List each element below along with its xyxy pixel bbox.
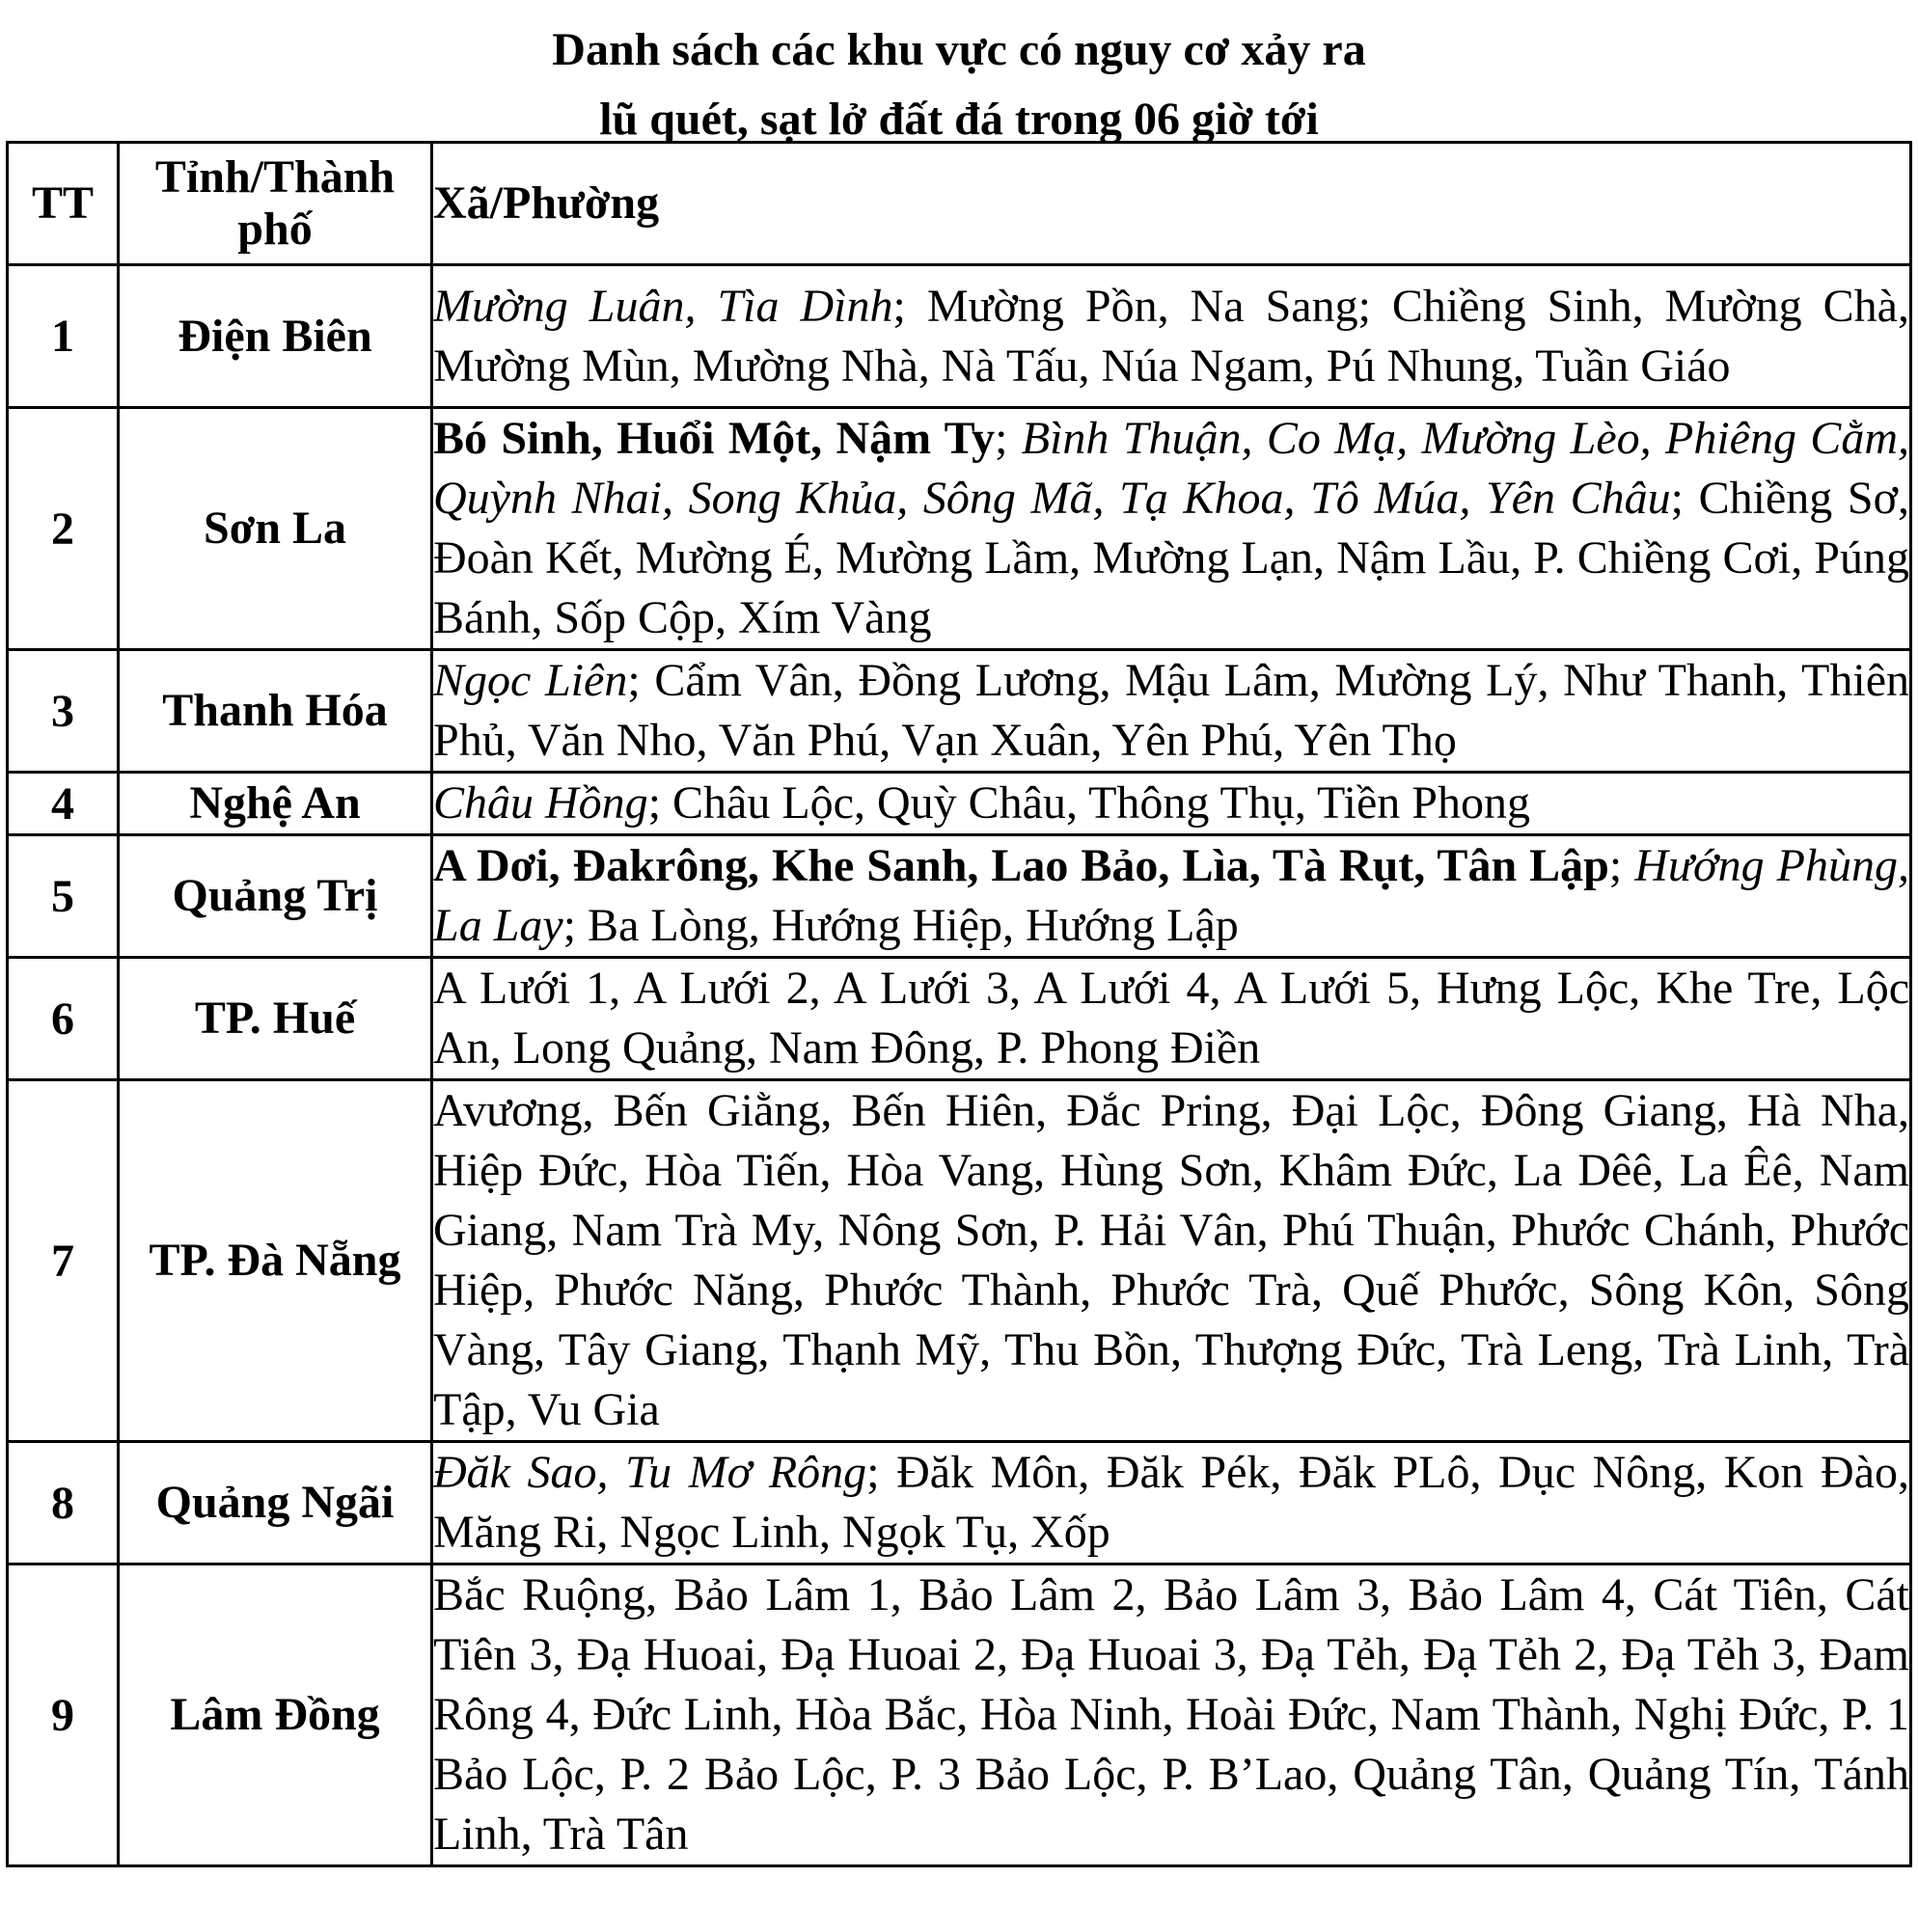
wards-italic: Bình Thuận, Co Mạ, Mường Lèo, Phiêng Cằm, Quỳnh Nhai, Song Khủa, Sông Mã, Tạ Khoa, Tô Múa, Yên Châu <box>433 413 1909 524</box>
row-province: TP. Đà Nẵng <box>119 1080 432 1442</box>
row-number: 7 <box>8 1080 119 1442</box>
table-body <box>8 265 1911 1866</box>
row-province: Quảng Ngãi <box>119 1442 432 1565</box>
wards-normal: Avương, Bến Giằng, Bến Hiên, Đắc Pring, Đại Lộc, Đông Giang, Hà Nha, Hiệp Đức, Hòa Tiến, Hòa Vang, Hùng Sơn, Khâm Đức, La Dêê, La Êê, Nam Giang, Nam Trà My, Nông Sơn, P. Hải Vân, Phú Thuận, Phước Chánh, Phước Hiệp, Phước Năng, Phước Thành, Phước Trà, Quế Phước, Sông Kôn, Sông Vàng, Tây Giang, Thạnh Mỹ, Thu Bồn, Thượng Đức, Trà Leng, Trà Linh, Trà Tập, Vu Gia <box>433 1085 1909 1435</box>
wards-italic: Mường Luân, Tìa Dình <box>433 280 893 332</box>
row-number: 9 <box>8 1565 119 1866</box>
row-wards <box>432 958 1911 1080</box>
row-wards: Châu Hồng; Châu Lộc, Quỳ Châu, Thông Thụ, Tiền Phong <box>432 773 1911 835</box>
row-province: TP. Huế <box>119 958 432 1080</box>
title-line-1: Danh sách các khu vực có nguy cơ xảy ra <box>552 24 1366 75</box>
row-number: 6 <box>8 958 119 1080</box>
wards-normal: Đăk Môn, Đăk Pék, Đăk PLô, Dục Nông, Kon Đào, Măng Ri, Ngọc Linh, Ngọk Tụ, Xốp <box>433 1447 1910 1558</box>
wards-italic: Đăk Sao, Tu Mơ Rông <box>433 1447 867 1498</box>
table-row <box>8 408 1911 650</box>
wards-normal: A Lưới 1, A Lưới 2, A Lưới 3, A Lưới 4, A Lưới 5, Hưng Lộc, Khe Tre, Lộc An, Long Quảng, Nam Đông, P. Phong Điền <box>433 963 1909 1074</box>
header-tt: TT <box>8 143 119 265</box>
row-number: 1 <box>8 265 119 408</box>
risk-areas-table <box>6 141 1912 1867</box>
table-row <box>8 773 1911 835</box>
table-row <box>8 1080 1911 1442</box>
title-line-2: lũ quét, sạt lở đất đá trong 06 giờ tới <box>599 94 1319 145</box>
wards-normal: Châu Lộc, Quỳ Châu, Thông Thụ, Tiền Phong <box>672 777 1530 829</box>
wards-normal: Cẩm Vân, Đồng Lương, Mậu Lâm, Mường Lý, Như Thanh, Thiên Phủ, Văn Nho, Văn Phú, Vạn Xuân, Yên Phú, Yên Thọ <box>433 655 1910 766</box>
table-row <box>8 1442 1911 1565</box>
wards-italic: Hướng Phùng, La Lay <box>433 840 1909 951</box>
row-number: 3 <box>8 650 119 773</box>
row-number: 2 <box>8 408 119 650</box>
header-wards: Xã/Phường <box>432 143 1911 265</box>
wards-normal: Chiềng Sơ, Đoàn Kết, Mường É, Mường Lầm, Mường Lạn, Nậm Lầu, P. Chiềng Cơi, Púng Bánh, Sốp Cộp, Xím Vàng <box>433 473 1909 643</box>
wards-italic: Châu Hồng <box>433 777 648 829</box>
header-province: Tỉnh/Thành phố <box>119 143 432 265</box>
table-row <box>8 265 1911 408</box>
table-row <box>8 958 1911 1080</box>
row-province: Quảng Trị <box>119 835 432 958</box>
row-number: 8 <box>8 1442 119 1565</box>
table-row <box>8 650 1911 773</box>
wards-normal: Mường Pồn, Na Sang; Chiềng Sinh, Mường Chà, Mường Mùn, Mường Nhà, Nà Tấu, Núa Ngam, Pú Nhung, Tuần Giáo <box>433 280 1909 392</box>
row-province: Lâm Đồng <box>119 1565 432 1866</box>
row-wards: Ngọc Liên; Cẩm Vân, Đồng Lương, Mậu Lâm, Mường Lý, Như Thanh, Thiên Phủ, Văn Nho, Văn Phú, Vạn Xuân, Yên Phú, Yên Thọ <box>432 650 1911 773</box>
row-number: 5 <box>8 835 119 958</box>
row-province: Điện Biên <box>119 265 432 408</box>
wards-bold: A Dơi, Đakrông, Khe Sanh, Lao Bảo, Lìa, Tà Rụt, Tân Lập <box>433 840 1609 891</box>
table-row <box>8 835 1911 958</box>
wards-normal: Bắc Ruộng, Bảo Lâm 1, Bảo Lâm 2, Bảo Lâm 3, Bảo Lâm 4, Cát Tiên, Cát Tiên 3, Đạ Huoai, Đạ Huoai 2, Đạ Huoai 3, Đạ Tẻh, Đạ Tẻh 2, Đạ Tẻh 3, Đam Rông 4, Đức Linh, Hòa Bắc, Hòa Ninh, Hoài Đức, Nam Thành, Nghị Đức, P. 1 Bảo Lộc, P. 2 Bảo Lộc, P. 3 Bảo Lộc, P. B’Lao, Quảng Tân, Quảng Tín, Tánh Linh, Trà Tân <box>433 1569 1909 1860</box>
table-header-row <box>8 143 1911 265</box>
row-province: Nghệ An <box>119 773 432 835</box>
row-wards: Bó Sinh, Huổi Một, Nậm Ty; Bình Thuận, Co Mạ, Mường Lèo, Phiêng Cằm, Quỳnh Nhai, Song Khủa, Sông Mã, Tạ Khoa, Tô Múa, Yên Châu; Chiềng Sơ, Đoàn Kết, Mường É, Mường Lầm, Mường Lạn, Nậm Lầu, P. Chiềng Cơi, Púng Bánh, Sốp Cộp, Xím Vàng <box>432 408 1911 650</box>
row-wards <box>432 1565 1911 1866</box>
row-wards: Đăk Sao, Tu Mơ Rông; Đăk Môn, Đăk Pék, Đăk PLô, Dục Nông, Kon Đào, Măng Ri, Ngọc Linh, Ngọk Tụ, Xốp <box>432 1442 1911 1565</box>
row-number: 4 <box>8 773 119 835</box>
table-row <box>8 1565 1911 1866</box>
row-wards: Mường Luân, Tìa Dình; Mường Pồn, Na Sang; Chiềng Sinh, Mường Chà, Mường Mùn, Mường Nhà, Nà Tấu, Núa Ngam, Pú Nhung, Tuần Giáo <box>432 265 1911 408</box>
wards-normal: Ba Lòng, Hướng Hiệp, Hướng Lập <box>588 900 1239 951</box>
row-province: Sơn La <box>119 408 432 650</box>
document-title <box>0 15 1918 154</box>
wards-bold: Bó Sinh, Huổi Một, Nậm Ty <box>433 413 996 464</box>
row-province: Thanh Hóa <box>119 650 432 773</box>
row-wards: A Dơi, Đakrông, Khe Sanh, Lao Bảo, Lìa, Tà Rụt, Tân Lập; Hướng Phùng, La Lay; Ba Lòng, Hướng Hiệp, Hướng Lập <box>432 835 1911 958</box>
wards-italic: Ngọc Liên <box>433 655 628 706</box>
row-wards <box>432 1080 1911 1442</box>
